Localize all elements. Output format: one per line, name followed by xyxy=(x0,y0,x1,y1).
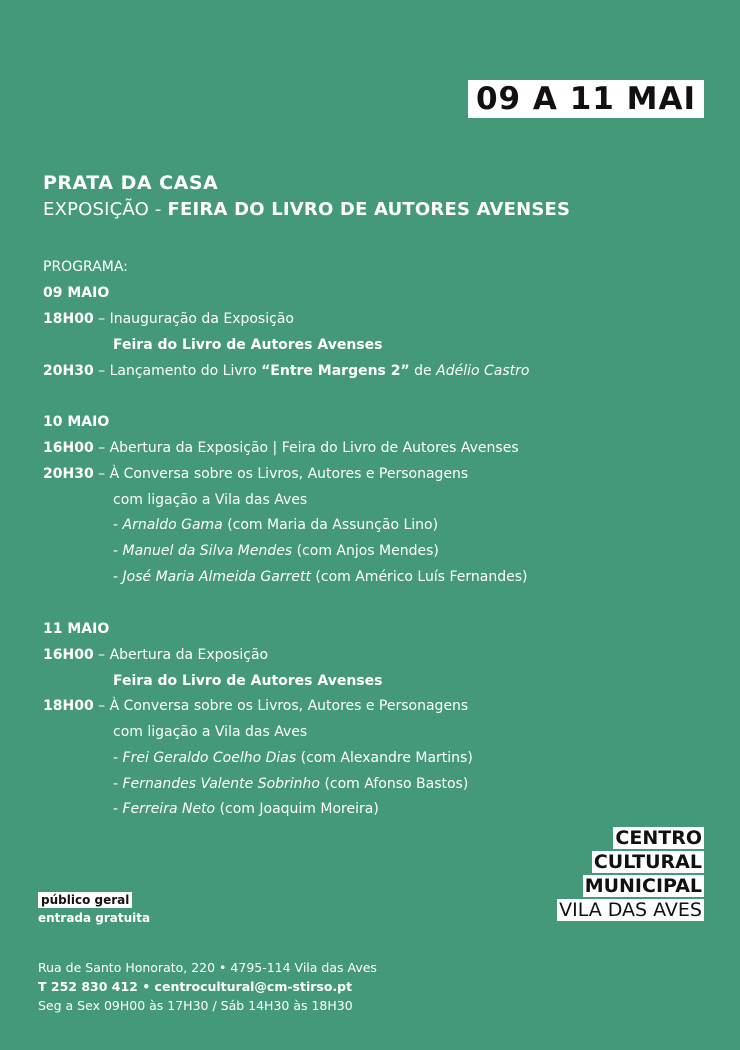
description: Abertura da Exposição xyxy=(109,647,269,663)
time: 18H00 xyxy=(43,698,94,714)
description: de xyxy=(409,363,437,379)
program-line xyxy=(113,569,527,585)
author-name: Manuel da Silva Mendes xyxy=(122,543,293,559)
guest: (com Afonso Bastos) xyxy=(320,776,469,792)
separator: – xyxy=(93,466,110,482)
separator: – xyxy=(93,363,110,379)
author-name: Arnaldo Gama xyxy=(122,517,223,533)
program-line xyxy=(113,673,382,689)
dash: - xyxy=(113,569,123,585)
separator: – xyxy=(93,698,110,714)
description-bold: Feira do Livro de Autores Avenses xyxy=(113,337,383,353)
author-name: Fernandes Valente Sobrinho xyxy=(122,776,320,792)
description: À Conversa sobre os Livros, Autores e Personagens xyxy=(109,466,469,482)
time: 20H30 xyxy=(43,466,94,482)
footer-contact: T 252 830 412 • centrocultural@cm-stirso.pt xyxy=(38,979,353,994)
guest: (com Américo Luís Fernandes) xyxy=(310,569,528,585)
subtitle-prefix: EXPOSIÇÃO - xyxy=(43,199,168,220)
author-name: Frei Geraldo Coelho Dias xyxy=(122,750,297,766)
description: Inauguração da Exposição xyxy=(109,311,294,327)
logo-line-4: VILA DAS AVES xyxy=(559,899,702,921)
program-line xyxy=(43,466,468,482)
time: 18H00 xyxy=(43,311,94,327)
guest: (com Maria da Assunção Lino) xyxy=(222,517,439,533)
separator: – xyxy=(93,647,110,663)
dash: - xyxy=(113,750,123,766)
entry-info: entrada gratuita xyxy=(38,911,151,925)
dash: - xyxy=(113,776,123,792)
program-line xyxy=(113,543,439,559)
program-line xyxy=(113,517,438,533)
dash: - xyxy=(113,801,123,817)
event-title: PRATA DA CASA xyxy=(43,172,219,194)
program-label: PROGRAMA: xyxy=(43,259,128,275)
footer-hours: Seg a Sex 09H00 às 17H30 / Sáb 14H30 às 18H30 xyxy=(38,998,353,1013)
author-name: Ferreira Neto xyxy=(122,801,216,817)
separator: – xyxy=(93,440,110,456)
program-line xyxy=(43,698,468,714)
program-line xyxy=(43,440,519,456)
program-line: com ligação a Vila das Aves xyxy=(113,492,308,508)
separator: – xyxy=(93,311,110,327)
footer-address: Rua de Santo Honorato, 220 • 4795-114 Vila das Aves xyxy=(38,960,377,975)
day-heading: 09 MAIO xyxy=(43,285,110,301)
description-bold: Feira do Livro de Autores Avenses xyxy=(113,673,383,689)
logo-line-2: CULTURAL xyxy=(593,851,702,873)
dash: - xyxy=(113,543,123,559)
day-heading: 11 MAIO xyxy=(43,621,110,637)
description: À Conversa sobre os Livros, Autores e Personagens xyxy=(109,698,469,714)
time: 20H30 xyxy=(43,363,94,379)
time: 16H00 xyxy=(43,647,94,663)
author-name: José Maria Almeida Garrett xyxy=(122,569,311,585)
date-range-badge: 09 A 11 MAI xyxy=(468,80,704,118)
book-title: “Entre Margens 2” xyxy=(261,363,410,379)
logo-line-1: CENTRO xyxy=(615,827,702,849)
program-line xyxy=(113,337,382,353)
program-line xyxy=(43,363,529,379)
audience-badge: público geral xyxy=(38,892,132,908)
logo-line-3: MUNICIPAL xyxy=(584,875,702,897)
guest: (com Anjos Mendes) xyxy=(292,543,439,559)
subtitle-bold: FEIRA DO LIVRO DE AUTORES AVENSES xyxy=(167,199,571,220)
day-heading: 10 MAIO xyxy=(43,414,110,430)
event-subtitle xyxy=(43,199,570,220)
program-line xyxy=(43,647,268,663)
program-line xyxy=(113,750,473,766)
dash: - xyxy=(113,517,123,533)
guest: (com Joaquim Moreira) xyxy=(215,801,379,817)
program-line: com ligação a Vila das Aves xyxy=(113,724,308,740)
venue-logo xyxy=(557,827,704,923)
time: 16H00 xyxy=(43,440,94,456)
program-line xyxy=(113,776,468,792)
guest: (com Alexandre Martins) xyxy=(296,750,473,766)
description: Abertura da Exposição | Feira do Livro de Autores Avenses xyxy=(109,440,519,456)
program-line xyxy=(113,801,379,817)
description: Lançamento do Livro xyxy=(109,363,262,379)
author-name: Adélio Castro xyxy=(436,363,530,379)
program-line xyxy=(43,311,294,327)
